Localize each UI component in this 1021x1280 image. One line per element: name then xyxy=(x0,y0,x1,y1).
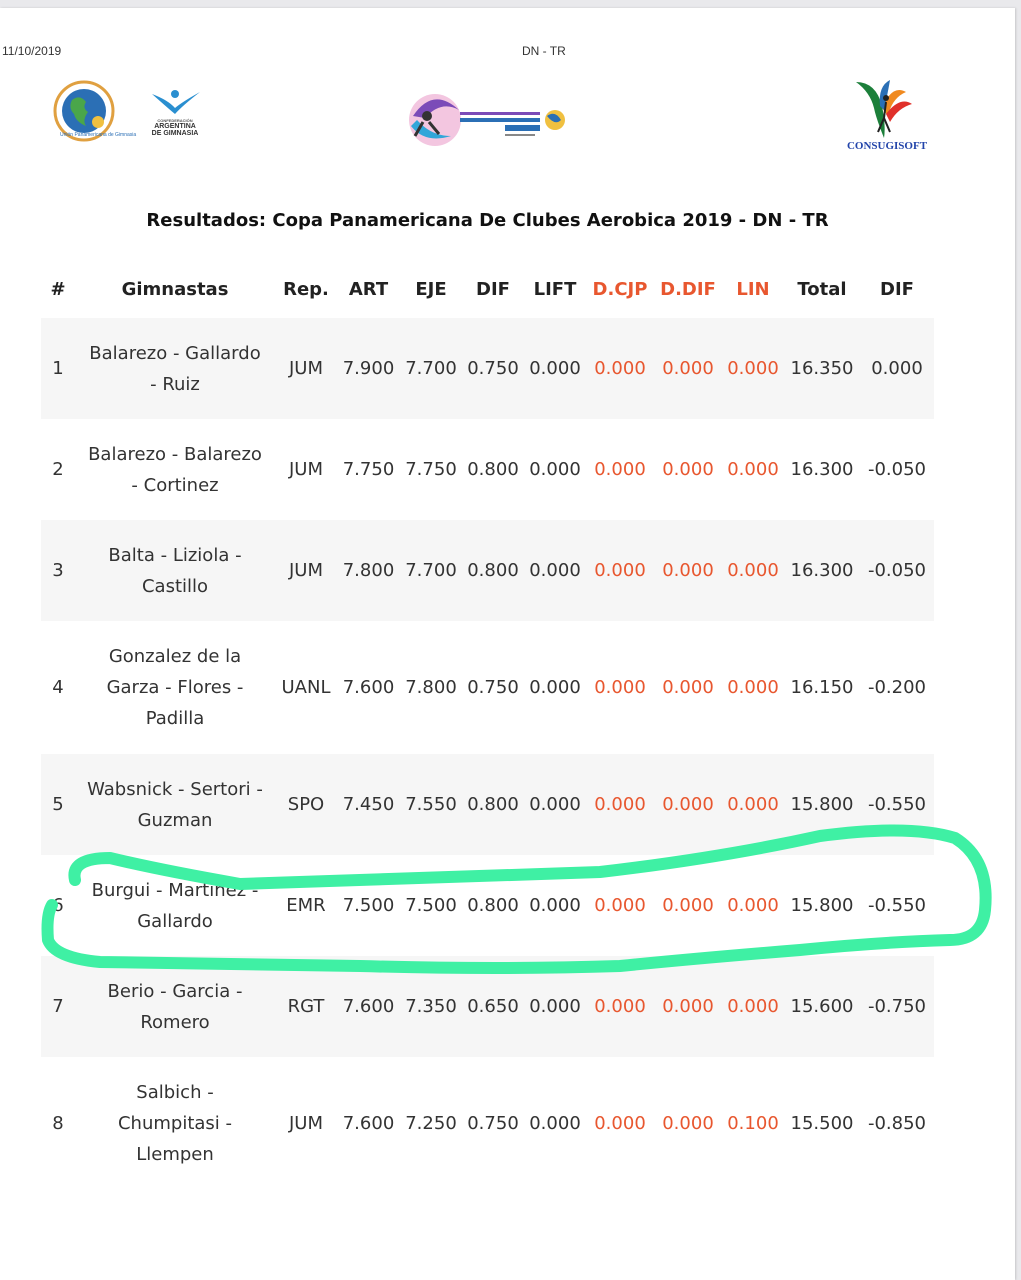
col-dcjp: D.CJP xyxy=(592,278,648,300)
col-total: Total xyxy=(797,278,847,300)
consugisoft-logo xyxy=(842,78,932,152)
col-gymnasts: Gimnastas xyxy=(121,278,229,300)
cell-dcjp: 0.000 xyxy=(594,677,646,698)
consugisoft-label: CONSUGISOFT xyxy=(846,140,928,152)
cell-ddif: 0.000 xyxy=(662,794,714,815)
col-rep: Rep. xyxy=(283,278,329,300)
table-row xyxy=(41,956,934,1057)
gymnast-name-line: Balarezo - Balarezo xyxy=(88,443,262,465)
print-date: 11/10/2019 xyxy=(2,44,62,58)
col-rank: # xyxy=(50,278,66,300)
cell-diff: 0.000 xyxy=(871,358,923,379)
cell-lin: 0.000 xyxy=(727,358,779,379)
cell-total: 15.800 xyxy=(790,794,854,815)
table-header-row xyxy=(41,260,934,318)
col-diff: DIF xyxy=(880,278,914,300)
gymnast-name-line: Balarezo - Gallardo xyxy=(89,342,261,364)
event-logo xyxy=(405,86,573,158)
cell-ddif: 0.000 xyxy=(662,677,714,698)
cell-total: 15.800 xyxy=(790,895,854,916)
cell-art: 7.600 xyxy=(342,1113,395,1134)
cell-ddif: 0.000 xyxy=(662,996,714,1017)
cell-lin: 0.000 xyxy=(727,459,779,480)
gymnasts-cell xyxy=(75,754,275,855)
col-art: ART xyxy=(348,278,389,300)
print-title: DN - TR xyxy=(522,44,566,58)
cell-total: 15.500 xyxy=(790,1113,854,1134)
cell-art: 7.900 xyxy=(342,358,395,379)
cell-lift: 0.000 xyxy=(529,358,581,379)
cell-art: 7.500 xyxy=(342,895,395,916)
cell-eje: 7.700 xyxy=(405,358,457,379)
argentina-line-2: ARGENTINA xyxy=(154,123,196,130)
cell-lin: 0.000 xyxy=(727,560,779,581)
gymnast-name-line: Castillo xyxy=(141,575,209,597)
cell-diff: -0.050 xyxy=(867,459,927,480)
cell-eje: 7.700 xyxy=(405,560,457,581)
cell-eje: 7.350 xyxy=(405,996,457,1017)
cell-art: 7.600 xyxy=(342,996,395,1017)
cell-n: 8 xyxy=(52,1113,64,1134)
cell-eje: 7.800 xyxy=(405,677,457,698)
cell-rep: JUM xyxy=(288,358,323,379)
gymnasts-cell xyxy=(75,956,275,1057)
gymnast-name-line: Llempen xyxy=(136,1144,214,1165)
cell-diff: -0.750 xyxy=(867,996,927,1017)
cell-n: 5 xyxy=(52,794,64,815)
gymnast-name-line: Chumpitasi - xyxy=(117,1113,233,1134)
gymnast-name-line: Romero xyxy=(140,1011,210,1033)
cell-lin: 0.000 xyxy=(727,677,779,698)
cell-lin: 0.000 xyxy=(727,895,779,916)
cell-rep: JUM xyxy=(288,459,323,480)
cell-lin: 0.000 xyxy=(727,996,779,1017)
cell-total: 15.600 xyxy=(790,996,854,1017)
cell-n: 6 xyxy=(52,895,64,916)
cell-eje: 7.550 xyxy=(405,794,457,815)
cell-dcjp: 0.000 xyxy=(594,560,646,581)
cell-n: 3 xyxy=(52,560,64,581)
argentina-line-1: CONFEDERACIÓN xyxy=(157,118,193,123)
cell-dif: 0.800 xyxy=(467,794,519,815)
gymnast-name-line: Balta - Liziola - xyxy=(108,544,242,566)
table-row xyxy=(41,855,934,956)
results-title: Resultados: Copa Panamericana De Clubes Aerobica 2019 - DN - TR xyxy=(146,210,829,231)
gymnasts-cell xyxy=(75,855,275,956)
col-lift: LIFT xyxy=(533,278,577,300)
cell-art: 7.600 xyxy=(342,677,395,698)
table-row xyxy=(41,754,934,855)
cell-eje: 7.500 xyxy=(405,895,457,916)
cell-dcjp: 0.000 xyxy=(594,459,646,480)
cell-dcjp: 0.000 xyxy=(594,1113,646,1134)
cell-dif: 0.800 xyxy=(467,560,519,581)
cell-diff: -0.550 xyxy=(867,794,927,815)
gymnast-name-line: - Cortinez xyxy=(131,474,219,496)
table-row xyxy=(41,1057,934,1190)
cell-ddif: 0.000 xyxy=(662,560,714,581)
cell-dif: 0.750 xyxy=(467,358,519,379)
cell-n: 4 xyxy=(52,677,64,698)
cell-ddif: 0.000 xyxy=(662,459,714,480)
cell-rep: SPO xyxy=(287,794,325,815)
cell-lift: 0.000 xyxy=(529,895,581,916)
cell-total: 16.300 xyxy=(790,560,854,581)
gymnast-name-line: - Ruiz xyxy=(150,373,200,395)
cell-lift: 0.000 xyxy=(529,459,581,480)
cell-dcjp: 0.000 xyxy=(594,895,646,916)
cell-lift: 0.000 xyxy=(529,794,581,815)
cell-total: 16.300 xyxy=(790,459,854,480)
cell-rep: RGT xyxy=(287,996,325,1017)
cell-lift: 0.000 xyxy=(529,996,581,1017)
cell-dif: 0.750 xyxy=(467,677,519,698)
gymnast-name-line: Gallardo xyxy=(137,910,213,932)
col-dif: DIF xyxy=(476,278,510,300)
gymnasts-cell xyxy=(75,318,275,419)
col-ddif: D.DIF xyxy=(660,278,716,300)
left-org-text: Unión Panamericana de Gimnasia xyxy=(60,132,137,138)
cell-lin: 0.000 xyxy=(727,794,779,815)
cell-dcjp: 0.000 xyxy=(594,794,646,815)
table-row xyxy=(41,520,934,621)
gymnast-name-line: Berio - Garcia - xyxy=(107,980,243,1002)
cell-rep: JUM xyxy=(288,560,323,581)
gymnasts-cell xyxy=(75,1057,275,1190)
cell-ddif: 0.000 xyxy=(662,1113,714,1134)
col-eje: EJE xyxy=(415,278,447,300)
cell-rep: EMR xyxy=(286,895,326,916)
cell-dif: 0.750 xyxy=(467,1113,519,1134)
cell-diff: -0.850 xyxy=(867,1113,927,1134)
cell-dcjp: 0.000 xyxy=(594,358,646,379)
panamerican-union-logo xyxy=(52,78,137,144)
cell-lin: 0.100 xyxy=(727,1113,779,1134)
gymnast-name-line: Gonzalez de la xyxy=(108,646,242,667)
gymnasts-cell xyxy=(75,621,275,754)
cell-total: 16.350 xyxy=(790,358,854,379)
table-row xyxy=(41,419,934,520)
cell-dcjp: 0.000 xyxy=(594,996,646,1017)
gymnast-name-line: Garza - Flores - xyxy=(106,677,244,698)
gymnasts-cell xyxy=(75,419,275,520)
cell-n: 7 xyxy=(52,996,64,1017)
gymnasts-cell xyxy=(75,520,275,621)
cell-dif: 0.800 xyxy=(467,895,519,916)
cell-lift: 0.000 xyxy=(529,560,581,581)
gymnast-name-line: Guzman xyxy=(137,809,213,831)
cell-lift: 0.000 xyxy=(529,1113,581,1134)
cell-art: 7.750 xyxy=(342,459,395,480)
cell-ddif: 0.000 xyxy=(662,358,714,379)
cell-lift: 0.000 xyxy=(529,677,581,698)
cell-dif: 0.800 xyxy=(467,459,519,480)
col-lin: LIN xyxy=(736,278,770,300)
cell-art: 7.800 xyxy=(342,560,395,581)
cell-n: 1 xyxy=(52,358,64,379)
cell-diff: -0.550 xyxy=(867,895,927,916)
gymnast-name-line: Burgui - Martinez - xyxy=(91,879,259,901)
cell-art: 7.450 xyxy=(342,794,395,815)
cell-ddif: 0.000 xyxy=(662,895,714,916)
table-row xyxy=(41,318,934,419)
cell-diff: -0.200 xyxy=(867,677,927,698)
cell-rep: JUM xyxy=(288,1113,323,1134)
gymnast-name-line: Padilla xyxy=(145,708,205,729)
argentina-line-3: DE GIMNASIA xyxy=(151,130,199,137)
cell-diff: -0.050 xyxy=(867,560,927,581)
results-table xyxy=(41,260,934,1190)
cell-dif: 0.650 xyxy=(467,996,519,1017)
cell-rep: UANL xyxy=(281,677,331,698)
table-row xyxy=(41,621,934,754)
cell-eje: 7.750 xyxy=(405,459,457,480)
cell-eje: 7.250 xyxy=(405,1113,457,1134)
cell-total: 16.150 xyxy=(790,677,854,698)
cell-n: 2 xyxy=(52,459,64,480)
gymnast-name-line: Wabsnick - Sertori - xyxy=(87,778,263,800)
argentina-gymnastics-logo xyxy=(140,88,210,137)
gymnast-name-line: Salbich - xyxy=(136,1082,214,1103)
